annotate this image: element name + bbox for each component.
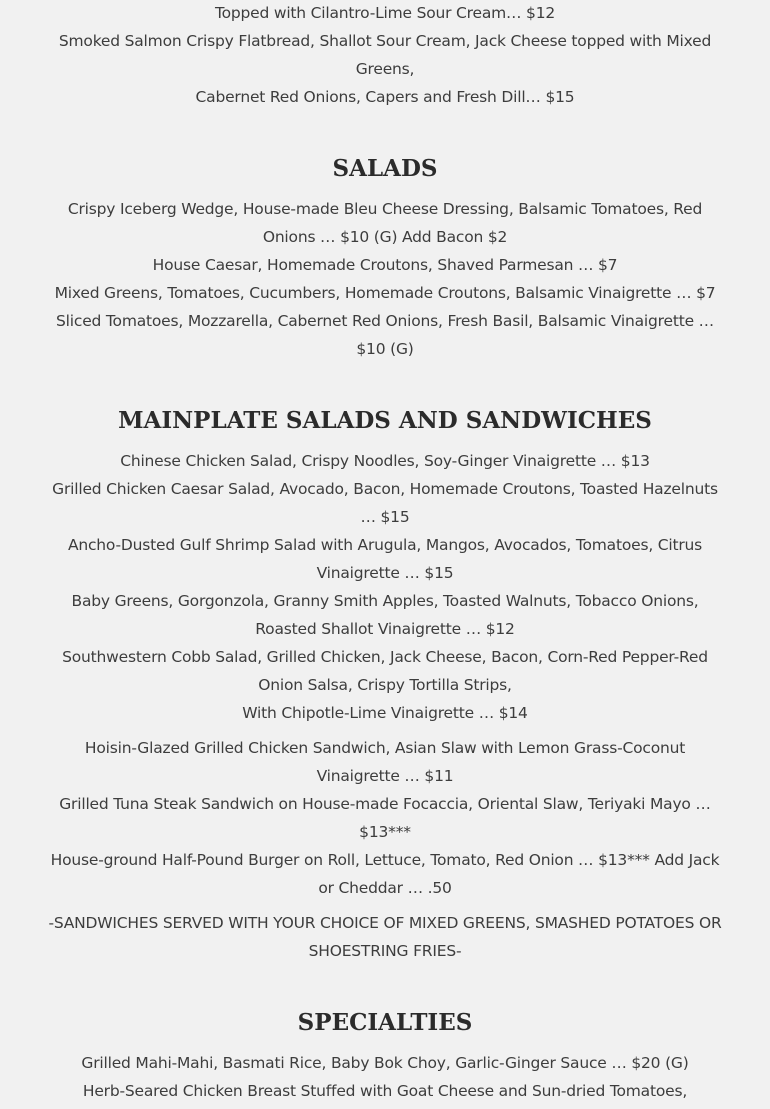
menu-item-line: Cabernet Red Onions, Capers and Fresh Dill… $15 [195,88,575,106]
specialties-items [30,1049,740,1105]
menu-item-line: House Caesar, Homemade Croutons, Shaved Parmesan … $7 [152,256,618,274]
menu-item-line: Topped with Cilantro-Lime Sour Cream… $12 [214,4,556,22]
menu-item-line: Sliced Tomatoes, Mozzarella, Cabernet Red Onions, Fresh Basil, Balsamic Vinaigrette … [56,312,714,330]
note-line: -SANDWICHES SERVED WITH YOUR CHOICE OF MIXED GREENS, SMASHED POTATOES OR [48,914,722,932]
menu-item-line: Crispy Iceberg Wedge, House-made Bleu Cheese Dressing, Balsamic Tomatoes, Red [67,200,703,218]
menu-page [30,0,740,1105]
menu-item-line: Chinese Chicken Salad, Crispy Noodles, Soy-Ginger Vinaigrette … $13 [120,452,650,470]
menu-item-line: Grilled Tuna Steak Sandwich on House-made Focaccia, Oriental Slaw, Teriyaki Mayo … [59,795,711,813]
note-line: SHOESTRING FRIES- [308,942,462,960]
salads-items [30,195,740,363]
menu-item-line: … $15 [360,508,410,526]
menu-item-line: Smoked Salmon Crispy Flatbread, Shallot Sour Cream, Jack Cheese topped with Mixed [58,32,712,50]
menu-item-line: Southwestern Cobb Salad, Grilled Chicken, Jack Cheese, Bacon, Corn-Red Pepper-Red [62,648,708,666]
menu-item-line: Hoisin-Glazed Grilled Chicken Sandwich, Asian Slaw with Lemon Grass-Coconut [84,739,686,757]
menu-item-line: House-ground Half-Pound Burger on Roll, Lettuce, Tomato, Red Onion … $13*** Add Jack [50,851,720,869]
menu-item-line: Vinaigrette … $11 [316,767,454,785]
section-title-specialties: SPECIALTIES [297,1009,473,1036]
mainplate-salad-items [30,447,740,727]
menu-item-line: Grilled Mahi-Mahi, Basmati Rice, Baby Bok Choy, Garlic-Ginger Sauce … $20 (G) [81,1054,689,1072]
menu-item-line: With Chipotle-Lime Vinaigrette … $14 [242,704,528,722]
menu-item-line: Grilled Chicken Caesar Salad, Avocado, Bacon, Homemade Croutons, Toasted Hazelnuts [52,480,718,498]
menu-item-line: Onions … $10 (G) Add Bacon $2 [262,228,508,246]
section-title-salads: SALADS [332,155,438,182]
menu-item-line: Vinaigrette … $15 [316,564,454,582]
menu-item-line: Onion Salsa, Crispy Tortilla Strips, [258,676,512,694]
menu-item-line: or Cheddar … .50 [318,879,452,897]
menu-item-line: Herb-Seared Chicken Breast Stuffed with Goat Cheese and Sun-dried Tomatoes, [82,1082,688,1100]
menu-item-line: Baby Greens, Gorgonzola, Granny Smith Apples, Toasted Walnuts, Tobacco Onions, [71,592,699,610]
menu-item-line: Ancho-Dusted Gulf Shrimp Salad with Arugula, Mangos, Avocados, Tomatoes, Citrus [67,536,703,554]
intro-items [30,0,740,111]
menu-item-line: Roasted Shallot Vinaigrette … $12 [255,620,515,638]
mainplate-sandwich-items [30,734,740,902]
menu-item-line: $10 (G) [356,340,414,358]
menu-item-line: Greens, [355,60,415,78]
menu-item-line: Mixed Greens, Tomatoes, Cucumbers, Homemade Croutons, Balsamic Vinaigrette … $7 [54,284,716,302]
section-title-mainplate: MAINPLATE SALADS AND SANDWICHES [118,407,652,434]
menu-item-line: $13*** [359,823,411,841]
sandwich-sides-note [30,909,740,965]
